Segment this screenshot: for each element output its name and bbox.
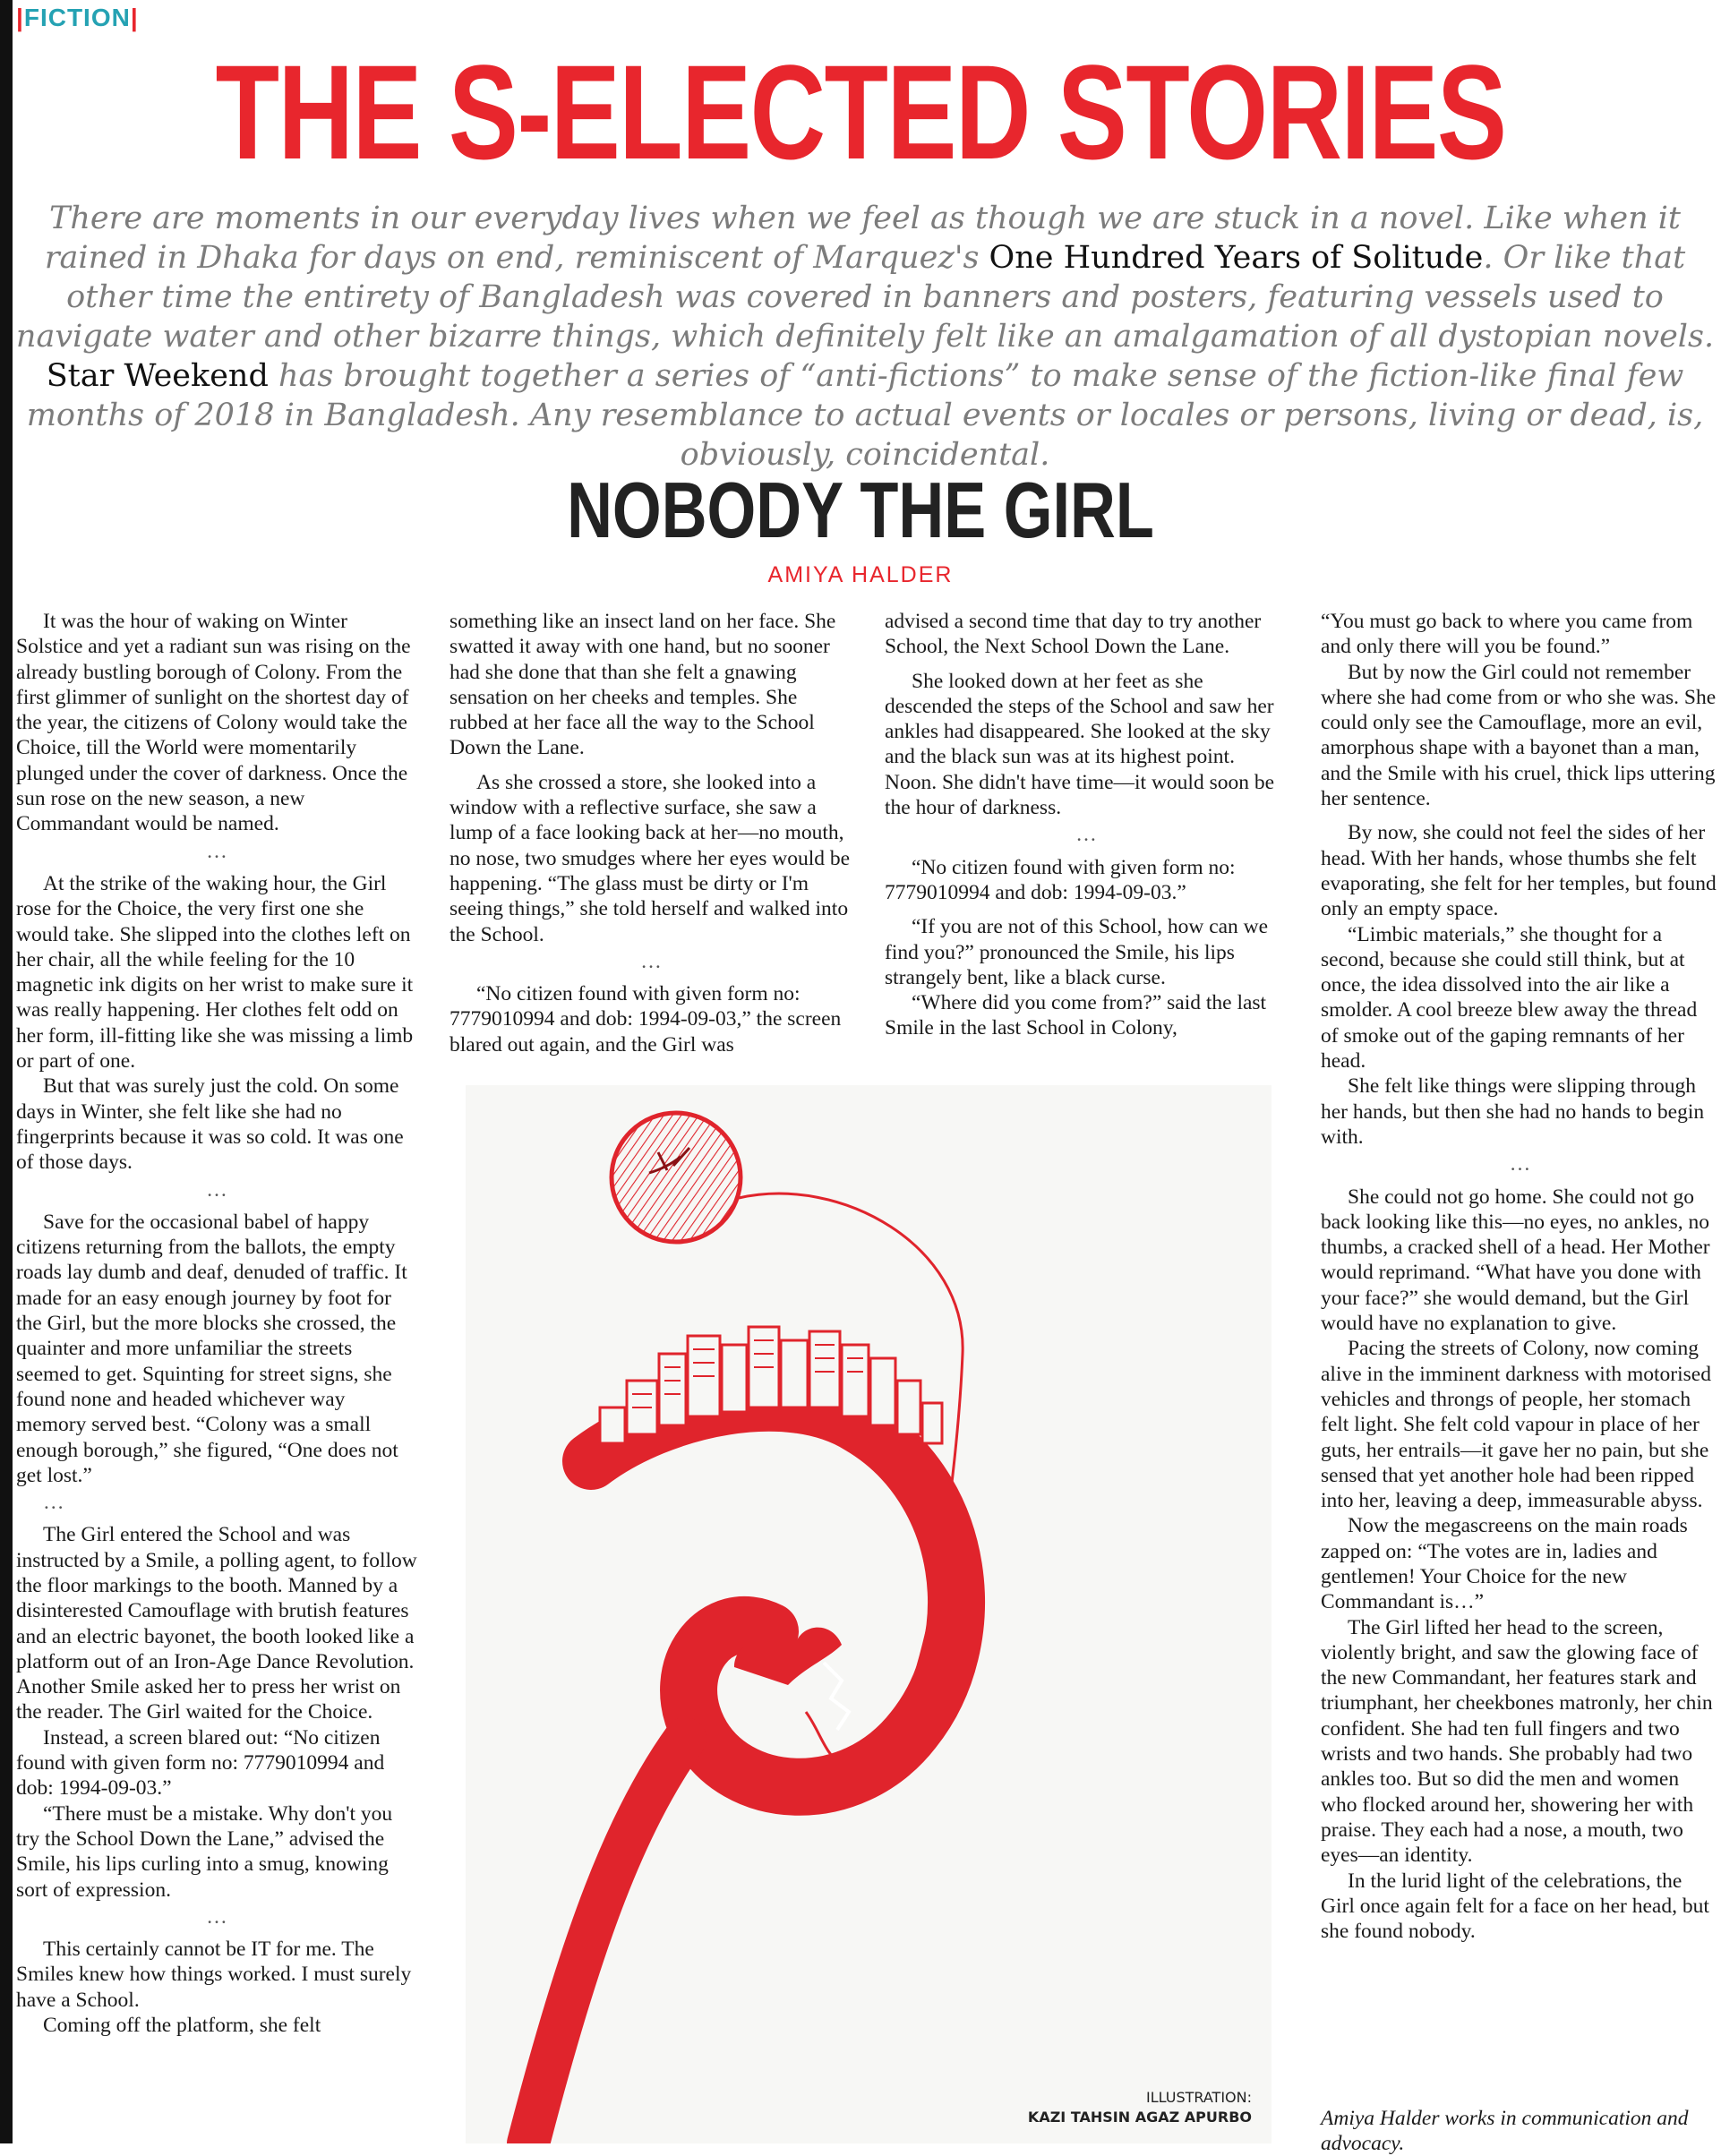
spiral-creature — [528, 1403, 956, 2143]
intro-text-2: . Or like that other time the entirety of Bangladesh was covered in banners and posters, featuring vessels used to navigate water and other bizarre things, which definitely felt like an amalgamation of all dystopian novels. — [15, 240, 1715, 355]
intro-publication: Star Weekend — [46, 358, 269, 394]
paragraph: The Girl entered the School and was instructed by a Smile, a polling agent, to follow the floor markings to the booth. Manned by a disinterested Camouflage with brutish features and an electric bayonet, the booth looked like a platform out of an Iron-Age Dance Revolution. Another Smile asked her to press her wrist on the reader. The Girl waited for the Choice. — [16, 1523, 417, 1724]
paragraph: But that was surely just the cold. On some days in Winter, she felt like she had no fingerprints because it was so cold. It was one of those days. — [16, 1074, 404, 1175]
paragraph: At the strike of the waking hour, the Girl rose for the Choice, the very first one she would take. She slipped into the clothes left on her chair, all the while feeling for the 10 magnetic ink digits on her wrist to make sure it was really happening. Her clothes felt odd on her form, ill-fitting like she was missing a limb or part of one. — [16, 871, 414, 1074]
paragraph: “Limbic materials,” she thought for a second, because she could still think, but at once, the idea dissolved into the air like a smolder. A cool breeze blew away the thread of smoke out of the gaping remnants of her head. — [1321, 922, 1698, 1074]
column-4 — [1321, 609, 1719, 1944]
paragraph: advised a second time that day to try another School, the Next School Down the Lane. — [885, 610, 1262, 659]
paragraph: She felt like things were slipping through her hands, but then she had no hands to begin with. — [1321, 1074, 1705, 1149]
illustration-drawing — [466, 1085, 1271, 2143]
story-byline: AMIYA HALDER — [767, 562, 954, 587]
paragraph: In the lurid light of the celebrations, the Girl once again felt for a face on her head, but she found nobody. — [1321, 1869, 1709, 1944]
paragraph: Save for the occasional babel of happy citizens returning from the ballots, the empty roads lay dumb and deaf, denuded of traffic. It made for an easy enough journey by foot for the Girl, but the more blocks she crossed, the quainter and more unfamiliar the streets seemed to get. Squinting for street signs, she found none and headed whichever way memory served best. “Colony was a small enough borough,” she figured, “One does not get lost.” — [16, 1210, 407, 1487]
section-break: … — [206, 1904, 227, 1929]
intro-text-3: has brought together a series of “anti-fictions” to make sense of the fiction-like final few months of 2018 in Bangladesh. Any resemblance to actual events or locales or persons, living or dead, is, obviously, coincidental. — [26, 358, 1704, 473]
column-3 — [885, 609, 1288, 1041]
paragraph: “No citizen found with given form no: 7779010994 and dob: 1994-09-03.” — [885, 855, 1236, 904]
story-title: NOBODY THE GIRL — [567, 466, 1154, 554]
section-break: … — [1509, 1152, 1531, 1176]
paragraph: “Where did you come from?” said the last Smile in the last School in Colony, — [885, 991, 1267, 1040]
paragraph: As she crossed a store, she looked into a window with a reflective surface, she saw a lump of a face looking back at her—no mouth, no nose, two smudges where her eyes would be happening. “The glass must be dirty or I'm seeing things,” she told herself and walked into the School. — [450, 770, 851, 946]
section-break: … — [43, 1491, 64, 1515]
section-break: … — [640, 949, 662, 973]
section-label: |FICTION| — [16, 4, 139, 31]
intro-paragraph — [14, 199, 1716, 475]
paragraph: “You must go back to where you came from and only there will you be found.” — [1321, 610, 1693, 659]
paragraph: But by now the Girl could not remember where she had come from or who she was. She could only see the Camouflage, more an evil, amorphous shape with a bayonet than a man, and the Smile with his cruel, thick lips uttering her sentence. — [1321, 660, 1717, 811]
intro-book-title: One Hundred Years of Solitude — [989, 240, 1484, 276]
paragraph: “No citizen found with given form no: 7779010994 and dob: 1994-09-03,” the screen blared out again, and the Girl was — [450, 982, 842, 1057]
section-break: … — [1075, 823, 1097, 847]
paragraph: She looked down at her feet as she descended the steps of the School and saw her ankles had disappeared. She looked at the sky and the black sun was at its highest point. Noon. She didn't have time—it would soon be the hour of darkness. — [885, 669, 1275, 820]
paragraph: “If you are not of this School, how can we find you?” pronounced the Smile, his lips strangely bent, like a black curse. — [885, 915, 1269, 989]
sun-drawing — [612, 1113, 741, 1242]
headline: THE S-ELECTED STORIES — [215, 37, 1506, 187]
paragraph: “There must be a mistake. Why don't you try the School Down the Lane,” advised the Smile, his lips curling into a smug, knowing sort of expression. — [16, 1801, 393, 1902]
paragraph: By now, she could not feel the sides of her head. With her hands, whose thumbs she felt evaporating, she felt for her temples, but found only an empty space. — [1321, 821, 1717, 921]
page-edge-bar — [0, 0, 13, 2143]
section-break: … — [206, 1177, 227, 1202]
paragraph: Coming off the platform, she felt — [43, 2014, 321, 2038]
paragraph: something like an insect land on her face. She swatted it away with one hand, but no sooner had she done that than she felt a gnawing sensation on her cheeks and temples. She rubbed at her face all the way to the School Down the Lane. — [450, 610, 836, 760]
intro-text-1: There are moments in our everyday lives when we feel as though we are stuck in a novel. Like when it rained in Dhaka for days on end, reminiscent of Marquez's — [44, 201, 1681, 276]
section-label-text: FICTION — [23, 4, 131, 31]
author-bio: Amiya Halder works in communication and advocacy. — [1321, 2107, 1689, 2155]
column-1 — [16, 609, 417, 2038]
paragraph: The Girl lifted her head to the screen, violently bright, and saw the glowing face of the new Commandant, her features stark and triumphant, her cheekbones matronly, her chin confident. She had ten full fingers and two wrists and two hands. She probably had two ankles too. But so did the men and women who flocked around her, showering her with praise. They each had a nose, a mouth, two eyes—an identity. — [1321, 1615, 1713, 1868]
paragraph: Instead, a screen blared out: “No citizen found with given form no: 7779010994 and dob: 1994-09-03.” — [16, 1725, 385, 1801]
paragraph: Now the megascreens on the main roads zapped on: “The votes are in, ladies and gentlemen! Your Choice for the new Commandant is…” — [1321, 1514, 1688, 1614]
paragraph: Pacing the streets of Colony, now coming alive in the imminent darkness with motorised vehicles and throngs of people, her stomach felt light. She felt cold vapour in place of her guts, her entrails—it gave her no pain, but she sensed that yet another hole had been ripped into her, leaving a deep, immeasurable abyss. — [1321, 1337, 1711, 1513]
illustration-credit-name: KAZI TAHSIN AGAZ APURBO — [1027, 2109, 1252, 2126]
illustration — [466, 1085, 1271, 2143]
illustration-credit-label: ILLUSTRATION: — [1145, 2089, 1252, 2106]
paragraph: It was the hour of waking on Winter Solstice and yet a radiant sun was rising on the already bustling borough of Colony. From the first glimmer of sunlight on the shortest day of the year, the citizens of Colony would take the Choice, till the World were momentarily plunged under the cover of darkness. Once the sun rose on the new season, a new Commandant would be named. — [16, 610, 411, 836]
column-2 — [450, 609, 852, 1057]
paragraph: She could not go home. She could not go back looking like this—no eyes, no ankles, no thumbs, a cracked shell of a head. Her Mother would reprimand. “What have you done with your face?” she would demand, but the Girl would have no explanation to give. — [1321, 1185, 1710, 1336]
section-break: … — [206, 839, 227, 863]
paragraph: This certainly cannot be IT for me. The Smiles knew how things worked. I must surely have a School. — [16, 1938, 412, 2012]
